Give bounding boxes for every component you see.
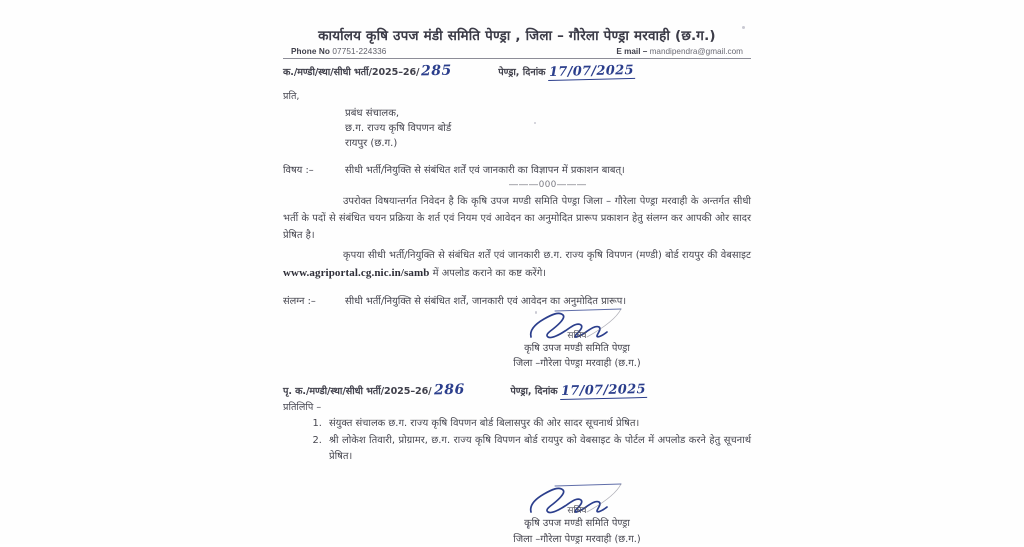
copy-to-item: 2. श्री लोकेश तिवारी, प्रोग्रामर, छ.ग. राज्य कृषि विपणन बोर्ड रायपुर को वेबसाइट के पोर्टल में अपलोड करने हेतु सूचनार्थ प्रेषित। bbox=[325, 433, 751, 465]
letterhead bbox=[283, 28, 751, 59]
section-spacer bbox=[283, 466, 751, 482]
document-content bbox=[283, 28, 751, 545]
enclosure-row bbox=[283, 294, 751, 307]
subject-label: विषय :– bbox=[283, 164, 314, 176]
signature-role-top: सचिव bbox=[567, 330, 587, 341]
reference-number-label: क./मण्डी/स्था/सीधी भर्ती/2025–26/ bbox=[283, 66, 420, 78]
addressee-line-1: प्रबंध संचालक, bbox=[345, 107, 400, 119]
signature-office-line-1-top: कृषि उपज मण्डी समिति पेण्ड्रा bbox=[524, 342, 630, 354]
copy-reference-number-handwritten: 286 bbox=[433, 381, 465, 399]
addressee-block bbox=[345, 106, 751, 151]
copy-to-item: 1. संयुक्त संचालक छ.ग. राज्य कृषि विपणन बोर्ड बिलासपुर की ओर सादर सूचनार्थ प्रेषित। bbox=[325, 416, 751, 432]
copy-reference-number-label: पृ. क./मण्डी/स्था/सीधी भर्ती/2025–26/ bbox=[283, 386, 432, 398]
signature-block-top bbox=[283, 311, 751, 371]
copy-to-label: प्रतिलिपि – bbox=[283, 402, 322, 414]
addressee-line-3: रायपुर (छ.ग.) bbox=[345, 137, 398, 149]
body-paragraph-2-after: में अपलोड कराने का कष्ट करेंगे। bbox=[429, 268, 547, 279]
enclosure-label: संलग्न :– bbox=[283, 295, 316, 307]
signature-role-bottom: सचिव bbox=[567, 506, 587, 517]
place-date-label: पेण्ड्रा, दिनांक bbox=[498, 66, 546, 78]
phone-number: 07751-224336 bbox=[332, 46, 387, 56]
to-label: प्रति, bbox=[283, 90, 300, 102]
reference-line-top bbox=[283, 63, 751, 80]
section-spacer bbox=[283, 371, 751, 381]
body-paragraph-2-before: कृपया सीधी भर्ती/नियुक्ति से संबंधित शर्तें एवं जानकारी छ.ग. राज्य कृषि विपणन (मण्डी) बोर्ड रायपुर की वेबसाइट bbox=[343, 249, 751, 261]
phone-label: Phone No bbox=[291, 46, 331, 56]
reference-line-bottom bbox=[283, 382, 751, 399]
email-address: mandipendra@gmail.com bbox=[649, 46, 743, 56]
signature-office-line-1-bottom: कृषि उपज मण्डी समिति पेण्ड्रा bbox=[524, 518, 630, 530]
date-handwritten: 17/07/2025 bbox=[548, 62, 634, 80]
subject-text: सीधी भर्ती/नियुक्ति से संबंधित शर्तें एवं जानकारी का विज्ञापन में प्रकाशन बाबत्। bbox=[345, 164, 625, 176]
copy-date-handwritten: 17/07/2025 bbox=[560, 382, 646, 400]
copy-place-date-label: पेण्ड्रा, दिनांक bbox=[510, 386, 558, 398]
body-paragraph-1: उपरोक्त विषयान्तर्गत निवेदन है कि कृषि उपज मण्डी समिति पेण्ड्रा जिला – गौरेला पेण्ड्रा मरवाही के अन्तर्गत सीधी भर्ती के पदों से संबंधित चयन प्रक्रिया के शर्त एवं नियम एवं आवेदन का अनुमोदित प्रारूप प्रकाशन हेतु संलग्न कर आपकी ओर सादर प्रेषित है। bbox=[283, 195, 751, 241]
phone-contact bbox=[291, 47, 386, 56]
enclosure-text: सीधी भर्ती/नियुक्ति से संबंधित शर्तें, जानकारी एवं आवेदन का अनुमोदित प्रारूप। bbox=[345, 295, 627, 307]
website-url: www.agriportal.cg.nic.in/samb bbox=[283, 267, 430, 279]
letterhead-contact-row bbox=[283, 47, 751, 58]
email-contact bbox=[616, 47, 743, 56]
signature-office-line-2-top: जिला –गौरेला पेण्ड्रा मरवाही (छ.ग.) bbox=[513, 358, 641, 370]
copy-to-list bbox=[283, 416, 751, 465]
addressee-line-2: छ.ग. राज्य कृषि विपणन बोर्ड bbox=[345, 122, 452, 134]
subject-separator: ———000——— bbox=[508, 178, 588, 189]
letterhead-divider bbox=[283, 58, 751, 59]
subject-row bbox=[283, 163, 751, 176]
reference-number-handwritten: 285 bbox=[421, 62, 453, 80]
signature-office-line-2-bottom: जिला –गौरेला पेण्ड्रा मरवाही (छ.ग.) bbox=[513, 533, 641, 545]
email-label: E mail – bbox=[616, 46, 648, 56]
body-paragraph-2 bbox=[283, 247, 751, 283]
office-title: कार्यालय कृषि उपज मंडी समिति पेण्ड्रा , जिला – गौरेला पेण्ड्रा मरवाही (छ.ग.) bbox=[318, 28, 716, 44]
signature-block-bottom bbox=[283, 486, 751, 546]
